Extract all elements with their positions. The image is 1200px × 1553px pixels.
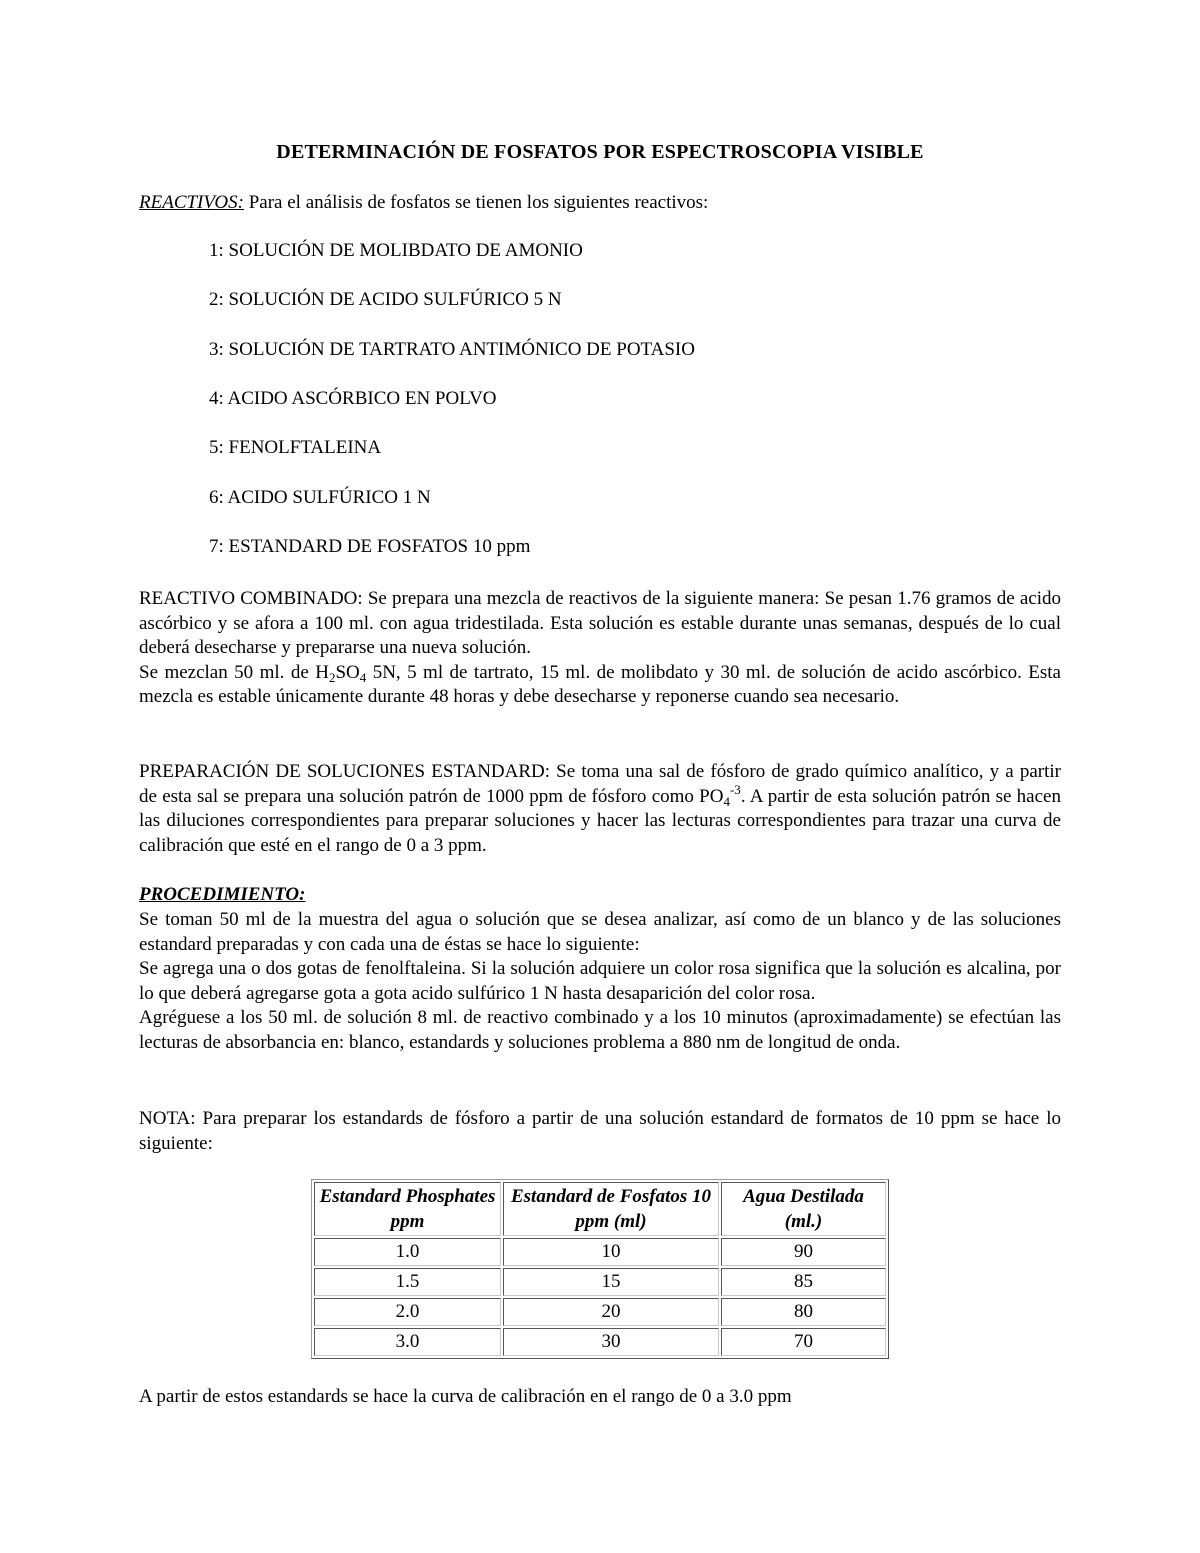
- reactivo-mezcla-text: [139, 661, 1061, 710]
- table-cell: 80: [721, 1298, 886, 1326]
- procedimiento-text: Se toman 50 ml de la muestra del agua o solución que se desea analizar, así como de un blanco y de las soluciones estandard preparadas y con cada una de éstas se hace lo siguiente:: [139, 909, 1061, 955]
- table-header-cell: Estandard Phosphates ppm: [314, 1182, 501, 1236]
- procedimiento-heading: PROCEDIMIENTO:: [139, 884, 306, 905]
- reactivos-intro: [139, 191, 1061, 216]
- reactivo-item: 7: ESTANDARD DE FOSFATOS 10 ppm: [209, 536, 531, 557]
- reactivo-combinado-text: REACTIVO COMBINADO: Se prepara una mezcla de reactivos de la siguiente manera: Se pesan 1.76 gramos de acido ascórbico y se afora a 100 ml. con agua tridestilada. Esta solución es estable durante unas semanas, después de lo cual deberá desecharse y prepararse una nueva solución.: [139, 588, 1061, 659]
- subscript: 4: [359, 669, 367, 685]
- table-cell: 1.5: [314, 1268, 501, 1296]
- table-cell: 10: [503, 1238, 719, 1266]
- reactivos-intro-text: Para el análisis de fosfatos se tienen los siguientes reactivos:: [243, 192, 709, 213]
- table-cell: 90: [721, 1238, 886, 1266]
- procedimiento-text: Se agrega una o dos gotas de fenolftaleina. Si la solución adquiere un color rosa significa que la solución es alcalina, por lo que deberá agregarse gota a gota acido sulfúrico 1 N hasta desaparición del color rosa.: [139, 958, 1061, 1004]
- standards-table: [311, 1179, 889, 1359]
- superscript: -3: [729, 781, 741, 797]
- table-cell: 70: [721, 1328, 886, 1356]
- table-header-cell: Estandard de Fosfatos 10 ppm (ml): [503, 1182, 719, 1236]
- table-cell: 2.0: [314, 1298, 501, 1326]
- subscript: 4: [723, 793, 730, 809]
- reactivo-item: 5: FENOLFTALEINA: [209, 437, 382, 458]
- table-row: [314, 1298, 886, 1326]
- preparacion-paragraph: [139, 760, 1061, 858]
- procedimiento-text: Agréguese a los 50 ml. de solución 8 ml. de reactivo combinado y a los 10 minutos (aproximadamente) se efectúan las lecturas de absorbancia en: blanco, estandards y soluciones problema a 880 nm de longitud de onda.: [139, 1007, 1061, 1053]
- mezcla-text-b: SO: [335, 661, 360, 683]
- table-cell: 30: [503, 1328, 719, 1356]
- mezcla-text-c: 5N, 5 ml de tartrato, 15 ml. de molibdato y 30 ml. de solución de acido ascórbico. Esta mezcla es estable únicamente durante 48 horas y debe desecharse y reponerse cuando sea necesario.: [139, 661, 1061, 708]
- conclusion-paragraph: A partir de estos estandards se hace la curva de calibración en el rango de 0 a 3.0 ppm: [139, 1386, 792, 1407]
- reactivo-item: 4: ACIDO ASCÓRBICO EN POLVO: [209, 388, 497, 409]
- reactivo-combinado-paragraph: [139, 587, 1061, 710]
- reactivo-item: 1: SOLUCIÓN DE MOLIBDATO DE AMONIO: [209, 240, 583, 261]
- preparacion-text-a: PREPARACIÓN DE SOLUCIONES ESTANDARD: Se toma una sal de fósforo de grado químico analítico, y a partir de esta sal se prepara una solución patrón de 1000 ppm de fósforo como PO: [139, 761, 1061, 807]
- table-header-row: [314, 1182, 886, 1236]
- table-cell: 85: [721, 1268, 886, 1296]
- reactivo-item: 3: SOLUCIÓN DE TARTRATO ANTIMÓNICO DE POTASIO: [209, 339, 695, 360]
- subscript: 2: [328, 669, 336, 685]
- mezcla-text-a: Se mezclan 50 ml. de H: [139, 661, 329, 683]
- procedimiento-heading-line: [139, 883, 1061, 908]
- table-cell: 20: [503, 1298, 719, 1326]
- table-cell: 15: [503, 1268, 719, 1296]
- table-row: [314, 1238, 886, 1266]
- reactivos-heading: REACTIVOS:: [139, 192, 244, 213]
- document-title: DETERMINACIÓN DE FOSFATOS POR ESPECTROSCOPIA VISIBLE: [276, 141, 924, 163]
- nota-paragraph: NOTA: Para preparar los estandards de fósforo a partir de una solución estandard de formatos de 10 ppm se hace lo siguiente:: [139, 1108, 1061, 1154]
- reactivo-item: 2: SOLUCIÓN DE ACIDO SULFÚRICO 5 N: [209, 289, 562, 310]
- table-row: [314, 1268, 886, 1296]
- table-row: [314, 1328, 886, 1356]
- procedimiento-paragraph: [139, 908, 1061, 1056]
- table-header-cell: Agua Destilada (ml.): [721, 1182, 886, 1236]
- reactivo-item: 6: ACIDO SULFÚRICO 1 N: [209, 487, 431, 508]
- preparacion-text-b: . A partir de esta solución patrón se hacen las diluciones correspondientes para preparar soluciones y hacer las lecturas correspondientes para trazar una curva de calibración que esté en el rango de 0 a 3 ppm.: [139, 785, 1061, 856]
- table-cell: 3.0: [314, 1328, 501, 1356]
- table-cell: 1.0: [314, 1238, 501, 1266]
